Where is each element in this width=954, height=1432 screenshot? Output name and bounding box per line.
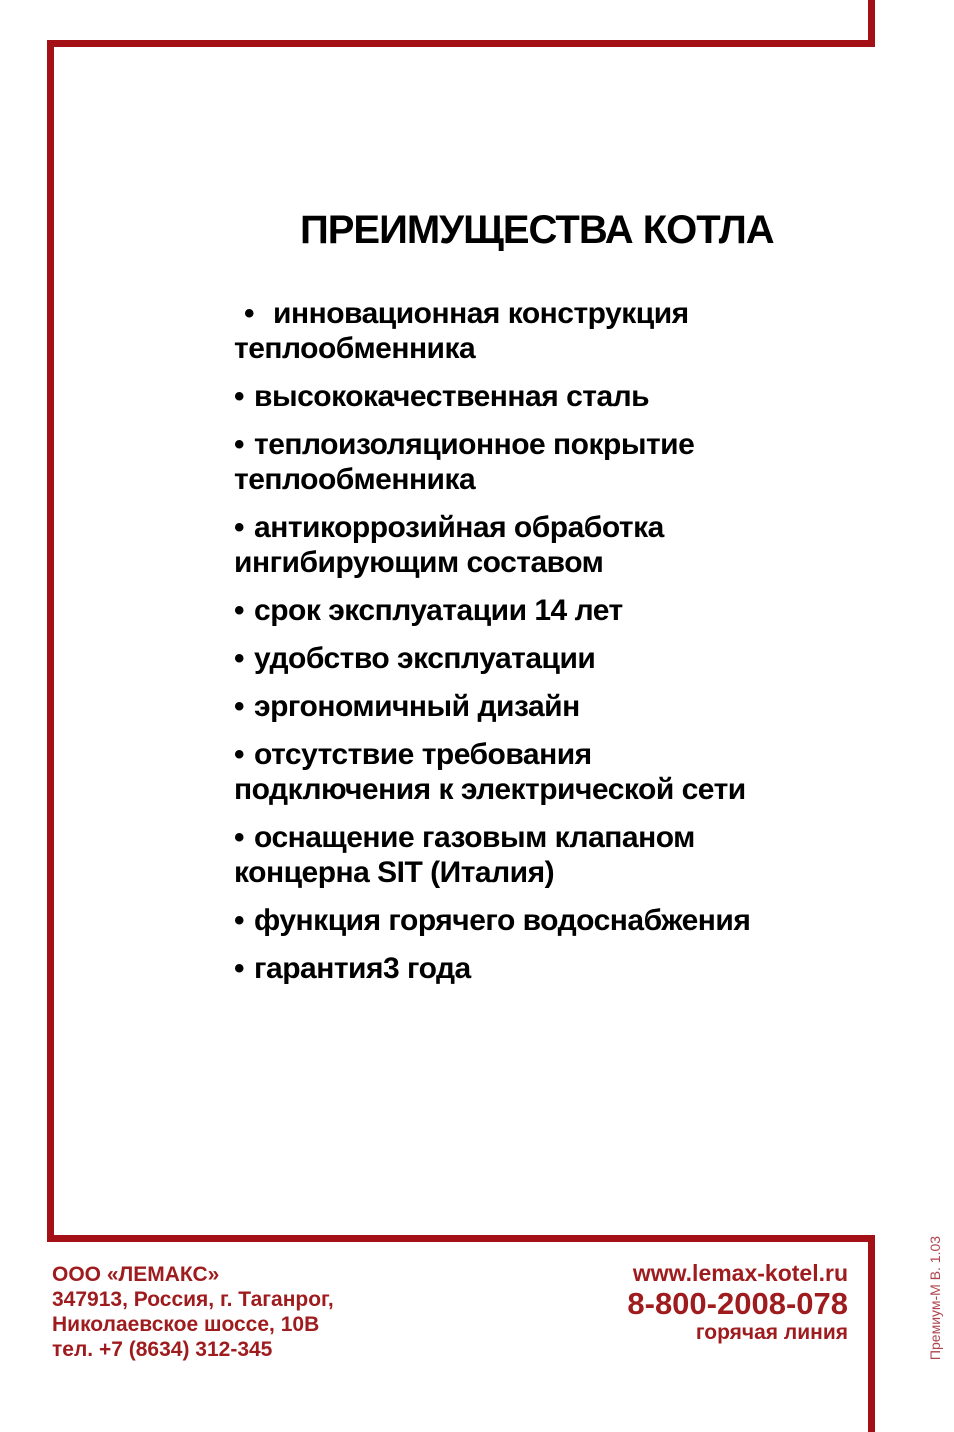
bullet-icon: • bbox=[234, 594, 245, 627]
frame-top-border bbox=[47, 40, 875, 47]
bullet-icon: • bbox=[234, 380, 245, 413]
advantage-line-1 bbox=[234, 427, 854, 462]
advantage-line-2: теплообменника bbox=[234, 332, 476, 365]
page-title: ПРЕИМУЩЕСТВА КОТЛА bbox=[300, 208, 774, 252]
frame-bottom-right-stub bbox=[868, 1235, 875, 1432]
advantage-text: высококачественная сталь bbox=[254, 380, 650, 413]
advantage-line-2: ингибирующим составом bbox=[234, 546, 604, 579]
advantage-text: антикоррозийная обработка bbox=[254, 511, 664, 544]
advantage-item bbox=[234, 689, 854, 724]
advantage-item bbox=[234, 951, 854, 986]
website-url: www.lemax-kotel.ru bbox=[632, 1260, 848, 1286]
advantage-line-1 bbox=[234, 820, 854, 855]
advantage-text: гарантия3 года bbox=[254, 952, 471, 985]
advantage-line-1 bbox=[234, 296, 854, 331]
advantage-line-1 bbox=[234, 689, 854, 724]
advantage-text: удобство эксплуатации bbox=[254, 642, 596, 675]
advantage-item bbox=[234, 379, 854, 414]
advantage-item bbox=[234, 427, 854, 497]
bullet-icon: • bbox=[234, 642, 245, 675]
advantage-item bbox=[234, 903, 854, 938]
company-phone: тел. +7 (8634) 312-345 bbox=[52, 1338, 273, 1361]
bullet-icon: • bbox=[234, 690, 245, 723]
advantage-item bbox=[234, 641, 854, 676]
advantage-line-1 bbox=[234, 379, 854, 414]
bullet-icon: • bbox=[234, 511, 245, 544]
advantage-item bbox=[234, 737, 854, 807]
frame-left-border bbox=[47, 40, 54, 1242]
advantage-text: срок эксплуатации 14 лет bbox=[254, 594, 623, 627]
advantage-line-2: теплообменника bbox=[234, 463, 476, 496]
advantage-item bbox=[234, 510, 854, 580]
frame-bottom-border bbox=[47, 1235, 875, 1242]
advantage-line-1 bbox=[234, 641, 854, 676]
bullet-icon: • bbox=[234, 738, 245, 771]
advantage-text: теплоизоляционное покрытие bbox=[254, 428, 695, 461]
bullet-icon: • bbox=[244, 297, 255, 330]
advantage-text: функция горячего водоснабжения bbox=[254, 904, 751, 937]
advantage-line-1 bbox=[234, 951, 854, 986]
bullet-icon: • bbox=[234, 952, 245, 985]
advantage-text: эргономичный дизайн bbox=[254, 690, 580, 723]
version-label: Премиум-М В. 1.03 bbox=[927, 1235, 943, 1361]
advantage-text: инновационная конструкция bbox=[273, 297, 689, 330]
footer-contact-block bbox=[627, 1260, 848, 1345]
advantage-line-2: концерна SIT (Италия) bbox=[234, 856, 555, 889]
advantage-text: оснащение газовым клапаном bbox=[254, 821, 695, 854]
advantage-line-1 bbox=[234, 903, 854, 938]
company-name: ООО «ЛЕМАКС» bbox=[52, 1263, 220, 1286]
advantages-list bbox=[234, 296, 854, 999]
advantage-line-2: подключения к электрической сети bbox=[234, 773, 746, 806]
advantage-line-1 bbox=[234, 593, 854, 628]
bullet-icon: • bbox=[234, 821, 245, 854]
advantage-line-1 bbox=[234, 737, 854, 772]
bullet-icon: • bbox=[234, 904, 245, 937]
footer-company-block bbox=[52, 1262, 334, 1362]
company-address-line-1: 347913, Россия, г. Таганрог, bbox=[52, 1288, 334, 1311]
advantage-text: отсутствие требования bbox=[254, 738, 592, 771]
advantage-line-1 bbox=[234, 510, 854, 545]
bullet-icon: • bbox=[234, 428, 245, 461]
advantage-item bbox=[234, 593, 854, 628]
advantage-item bbox=[234, 296, 854, 366]
hotline-label: горячая линия bbox=[695, 1321, 848, 1344]
hotline-number: 8-800-2008-078 bbox=[627, 1286, 848, 1321]
company-address-line-2: Николаевское шоссе, 10В bbox=[52, 1313, 320, 1336]
advantage-item bbox=[234, 820, 854, 890]
